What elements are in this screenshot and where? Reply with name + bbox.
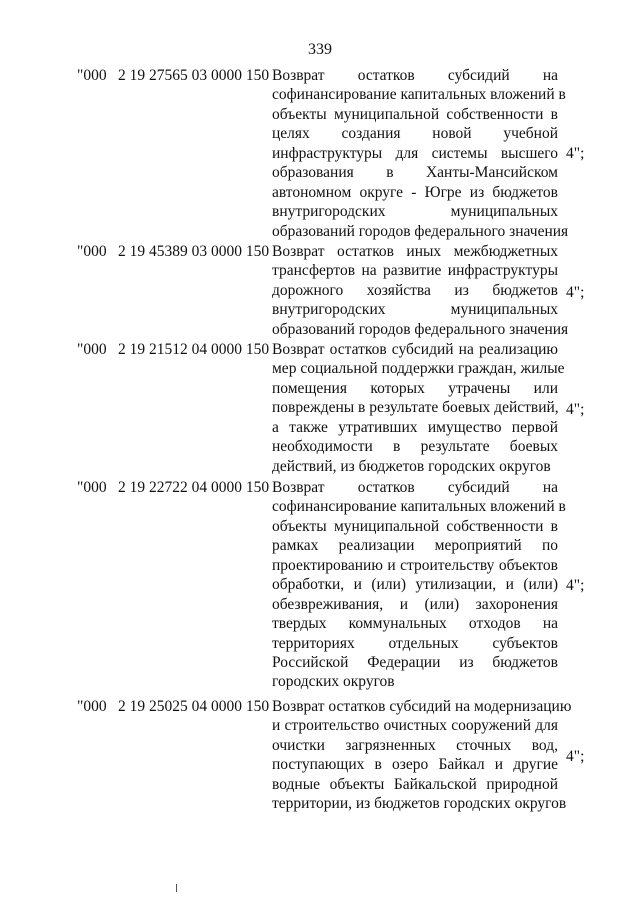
- description-line: объекты муниципальной собственности в: [272, 517, 558, 535]
- description-line: Российской Федерации из бюджетов: [272, 653, 558, 671]
- description-line: обезвреживания, и (или) захоронения: [272, 595, 558, 613]
- budget-code: 2 19 21512 04 0000 150: [118, 341, 270, 358]
- row-description: [272, 478, 566, 692]
- description-line: помещения которых утрачены или: [272, 379, 558, 397]
- description-line: внутригородских муниципальных: [272, 203, 558, 221]
- description-line: образований городов федерального значения: [272, 222, 569, 240]
- row-description: [272, 242, 569, 339]
- row-suffix: 4";: [566, 284, 585, 301]
- budget-code: 2 19 22722 04 0000 150: [118, 479, 270, 496]
- description-line: территории, из бюджетов городских округов: [272, 795, 567, 813]
- row-prefix: "000: [77, 243, 107, 260]
- row-prefix: "000: [77, 479, 107, 496]
- description-line: Возврат остатков субсидий на: [272, 67, 558, 84]
- description-line: внутригородских муниципальных: [272, 301, 558, 319]
- description-line: образований городов федерального значения: [272, 320, 569, 338]
- budget-code: 2 19 45389 03 0000 150: [118, 243, 270, 260]
- description-line: обработки, и (или) утилизации, и (или): [272, 576, 558, 594]
- row-description: [272, 66, 569, 241]
- description-line: территориях отдельных субъектов: [272, 634, 558, 652]
- description-line: твердых коммунальных отходов на: [272, 615, 558, 633]
- description-line: рамках реализации мероприятий по: [272, 537, 558, 555]
- description-line: необходимости в результате боевых: [272, 438, 558, 456]
- description-line: софинансирование капитальных вложений в: [272, 86, 566, 104]
- description-line: и строительство очистных сооружений для: [272, 717, 558, 735]
- row-prefix: "000: [77, 341, 107, 358]
- row-description: [272, 697, 572, 814]
- description-line: целях создания новой учебной: [272, 125, 558, 143]
- description-line: инфраструктуры для системы высшего: [272, 144, 558, 162]
- description-line: Возврат остатков субсидий на реализацию: [272, 341, 558, 358]
- description-line: а также утративших имущество первой: [272, 418, 558, 436]
- description-line: Возврат остатков субсидий на модернизацию: [272, 698, 572, 715]
- description-line: очистки загрязненных сточных вод,: [272, 736, 558, 754]
- row-suffix: 4";: [566, 577, 585, 594]
- description-line: дорожного хозяйства из бюджетов: [272, 281, 558, 299]
- scan-mark: [176, 884, 177, 892]
- description-line: софинансирование капитальных вложений в: [272, 498, 566, 516]
- description-line: поступающих в озеро Байкал и другие: [272, 756, 558, 774]
- budget-code: 2 19 27565 03 0000 150: [118, 67, 270, 84]
- description-line: действий, из бюджетов городских округов: [272, 457, 551, 475]
- description-line: водные объекты Байкальской природной: [272, 775, 558, 793]
- row-suffix: 4";: [566, 145, 585, 162]
- row-prefix: "000: [77, 698, 107, 715]
- row-suffix: 4";: [566, 748, 585, 765]
- description-line: проектированию и строительству объектов: [272, 556, 558, 574]
- description-line: мер социальной поддержки граждан, жилые: [272, 360, 565, 378]
- row-prefix: "000: [77, 67, 107, 84]
- page-number: 339: [308, 41, 332, 58]
- description-line: повреждены в результате боевых действий,: [272, 399, 559, 417]
- description-line: образования в Ханты-Мансийском: [272, 164, 558, 182]
- budget-code: 2 19 25025 04 0000 150: [118, 698, 270, 715]
- row-suffix: 4";: [566, 401, 585, 418]
- description-line: трансфертов на развитие инфраструктуры: [272, 262, 558, 280]
- description-line: городских округов: [272, 673, 395, 691]
- description-line: объекты муниципальной собственности в: [272, 105, 558, 123]
- row-description: [272, 340, 565, 476]
- description-line: Возврат остатков иных межбюджетных: [272, 243, 558, 260]
- description-line: Возврат остатков субсидий на: [272, 479, 558, 496]
- description-line: автономном округе - Югре из бюджетов: [272, 183, 558, 201]
